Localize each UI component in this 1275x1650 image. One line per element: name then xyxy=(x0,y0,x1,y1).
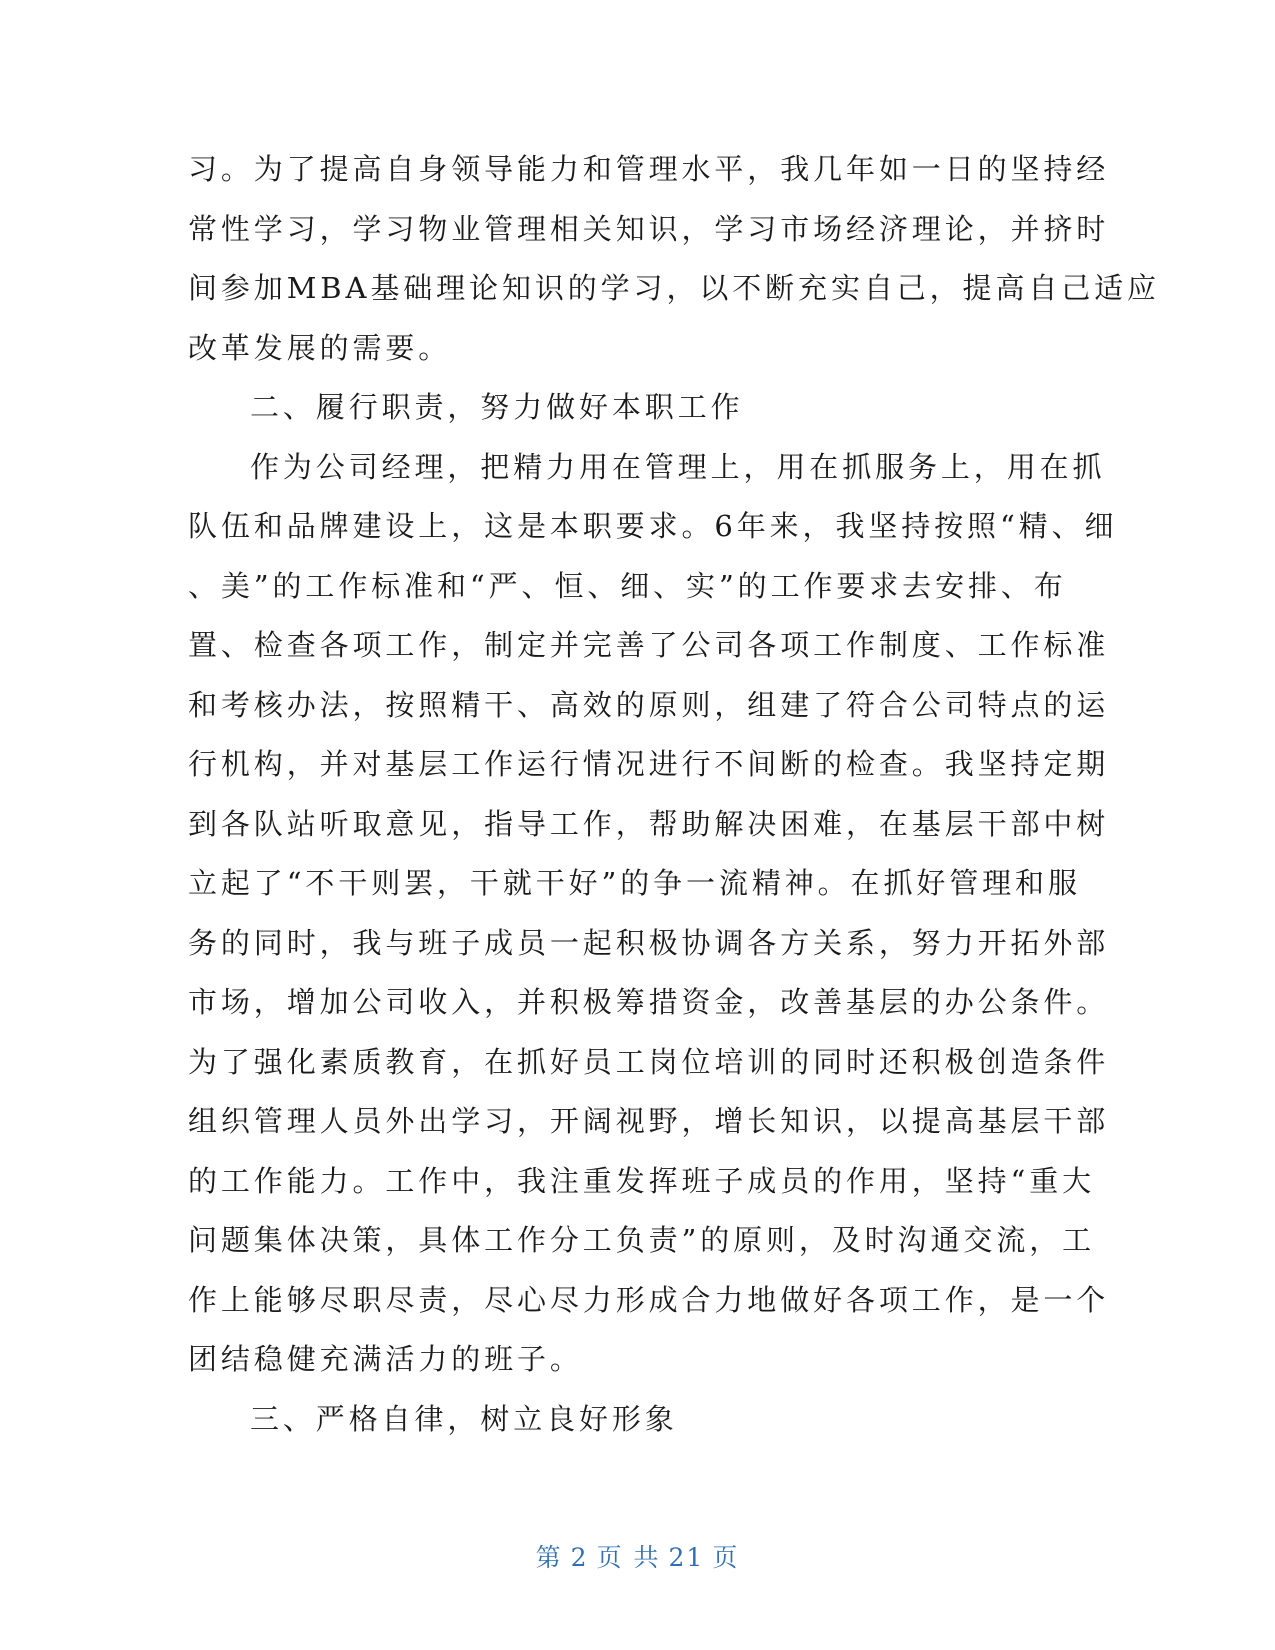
text-line: 问题集体决策，具体工作分工负责”的原则，及时沟通交流，工 xyxy=(188,1223,1096,1257)
text-line: 的工作能力。工作中，我注重发挥班子成员的作用，坚持“重大 xyxy=(188,1163,1096,1198)
text-line: 作为公司经理，把精力用在管理上，用在抓服务上，用在抓 xyxy=(250,449,1106,484)
text-line: 三、严格自律，树立良好形象 xyxy=(250,1401,678,1436)
text-line: 市场，增加公司收入，并积极筹措资金，改善基层的办公条件。 xyxy=(188,985,1110,1019)
text-line: 为了强化素质教育，在抓好员工岗位培训的同时还积极创造条件 xyxy=(188,1044,1110,1079)
text-line: 二、履行职责，努力做好本职工作 xyxy=(250,390,744,424)
text-line: 行机构，并对基层工作运行情况进行不间断的检查。我坚持定期 xyxy=(188,747,1110,781)
document-body xyxy=(188,140,1160,1449)
text-line: 置、检查各项工作，制定并完善了公司各项工作制度、工作标准 xyxy=(188,628,1110,662)
text-line: 习。为了提高自身领导能力和管理水平，我几年如一日的坚持经 xyxy=(188,152,1110,186)
footer-middle: 页 共 xyxy=(596,1543,661,1572)
page-footer xyxy=(0,1538,1275,1574)
text-line: 改革发展的需要。 xyxy=(188,330,452,365)
text-line: 立起了“不干则罢，干就干好”的争一流精神。在抓好管理和服 xyxy=(188,866,1081,900)
footer-prefix: 第 xyxy=(535,1543,563,1572)
text-line: 队伍和品牌建设上，这是本职要求。6年来，我坚持按照“精、细 xyxy=(188,509,1118,543)
text-line: 常性学习，学习物业管理相关知识，学习市场经济理论，并挤时 xyxy=(188,211,1110,246)
text-line: 间参加MBA基础理论知识的学习，以不断充实自己，提高自己适应 xyxy=(188,271,1160,305)
text-line: 团结稳健充满活力的班子。 xyxy=(188,1342,583,1376)
text-line: 和考核办法，按照精干、高效的原则，组建了符合公司特点的运 xyxy=(188,687,1110,722)
footer-suffix: 页 xyxy=(712,1543,740,1572)
footer-total-pages: 21 xyxy=(668,1543,705,1572)
text-line: 作上能够尽职尽责，尽心尽力形成合力地做好各项工作，是一个 xyxy=(188,1282,1110,1317)
footer-current-page: 2 xyxy=(570,1543,589,1572)
text-line: 、美”的工作标准和“严、恒、细、实”的工作要求去安排、布 xyxy=(188,568,1067,603)
text-line: 组织管理人员外出学习，开阔视野，增长知识，以提高基层干部 xyxy=(188,1104,1110,1138)
text-line: 到各队站听取意见，指导工作，帮助解决困难，在基层干部中树 xyxy=(188,806,1110,841)
text-line: 务的同时，我与班子成员一起积极协调各方关系，努力开拓外部 xyxy=(188,925,1110,960)
